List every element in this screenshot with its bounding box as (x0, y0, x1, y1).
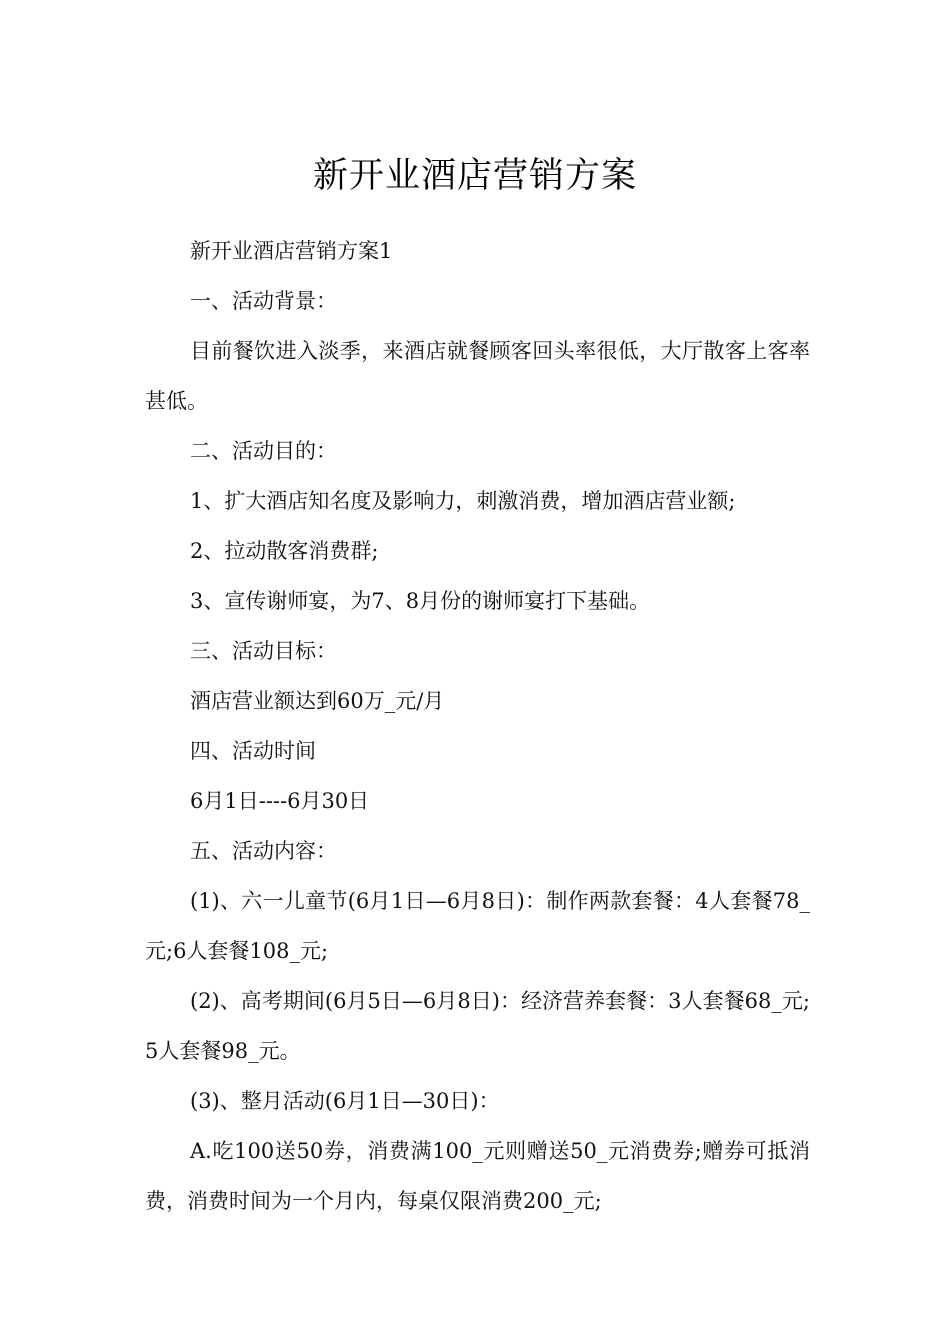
content-item-2: (2)、高考期间(6月5日—6月8日)：经济营养套餐：3人套餐68_元;5人套餐98_元。 (145, 989, 810, 1063)
content-item-3: (3)、整月活动(6月1日—30日)： (190, 1089, 500, 1113)
section-heading-goal: 三、活动目标： (190, 639, 337, 663)
paragraph-subtitle: 新开业酒店营销方案1 (190, 239, 393, 263)
purpose-item-3: 3、宣传谢师宴，为7、8月份的谢师宴打下基础。 (190, 589, 651, 613)
paragraph-time: 6月1日----6月30日 (190, 789, 370, 813)
section-heading-purpose: 二、活动目的： (190, 439, 337, 463)
content-item-1: (1)、六一儿童节(6月1日—6月8日)：制作两款套餐：4人套餐78_元;6人套餐108_元; (145, 889, 810, 963)
section-heading-time: 四、活动时间 (190, 739, 316, 763)
purpose-item-1: 1、扩大酒店知名度及影响力，刺激消费，增加酒店营业额; (190, 489, 736, 513)
paragraph-background: 目前餐饮进入淡季，来酒店就餐顾客回头率很低，大厅散客上客率甚低。 (145, 339, 810, 413)
paragraph-goal: 酒店营业额达到60万_元/月 (190, 689, 445, 713)
purpose-item-2: 2、拉动散客消费群; (190, 539, 379, 563)
section-heading-background: 一、活动背景： (190, 289, 337, 313)
document-body (145, 226, 810, 1226)
section-heading-content: 五、活动内容： (190, 839, 337, 863)
content-item-a: A.吃100送50券，消费满100_元则赠送50_元消费券;赠券可抵消费，消费时间为一个月内，每桌仅限消费200_元; (145, 1139, 810, 1213)
document-title: 新开业酒店营销方案 (312, 156, 637, 197)
